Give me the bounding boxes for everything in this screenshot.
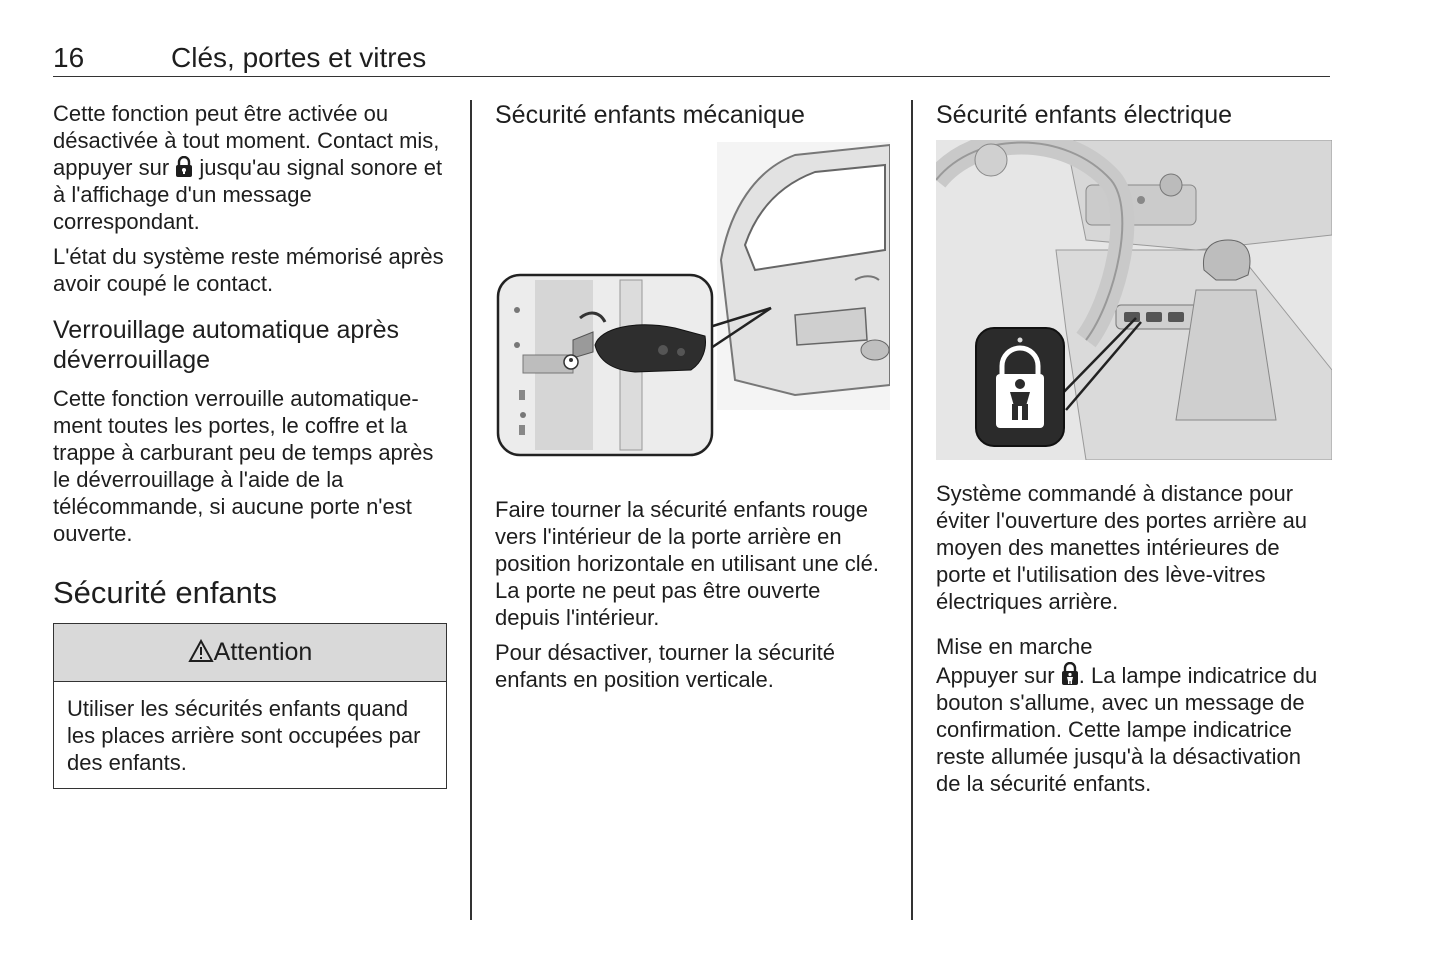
door-child-lock-illustration bbox=[495, 140, 890, 470]
paragraph-electric-1: Système commandé à distance pour éviter l'ouverture des portes arrière au moyen des manettes intérieures de porte et l'utilisation des lève-vitres électriques arrière. bbox=[936, 481, 1308, 614]
child-lock-badge bbox=[976, 328, 1064, 446]
column-divider bbox=[470, 100, 472, 920]
paragraph-electric-2: Appuyer sur . La lampe indicatrice du bouton s'allume, avec un message de confirmation. Cette lampe indicatrice reste allumée jusqu'à la désactivation de la sécurité enfants. bbox=[936, 663, 1318, 796]
warning-triangle-icon bbox=[188, 639, 214, 663]
heading-activation: Mise en marche bbox=[936, 634, 1093, 659]
column-middle bbox=[495, 100, 890, 701]
page-header bbox=[53, 40, 1330, 77]
heading-mechanical: Sécurité enfants mécanique bbox=[495, 101, 805, 129]
warning-body: Utiliser les sécurités enfants quand les places arrière sont occupées par des enfants. bbox=[67, 696, 421, 775]
child-lock-icon bbox=[1061, 662, 1079, 686]
heading-child-safety: Sécurité enfants bbox=[53, 575, 278, 610]
paragraph-mechanical-2: Pour désactiver, tourner la sécurité enfants en position verticale. bbox=[495, 640, 835, 692]
heading-electric: Sécurité enfants électrique bbox=[936, 101, 1233, 129]
column-right bbox=[936, 100, 1331, 805]
warning-header bbox=[54, 624, 446, 682]
paragraph-auto-lock: Cette fonction verrouille automatiquement toutes les portes, le coffre et la trappe à carburant peu de temps après le déverrouillage à l'aide de la télécommande, si aucune porte n'est ouverte. bbox=[53, 386, 434, 546]
lock-icon bbox=[175, 156, 193, 178]
heading-auto-lock: Verrouillage automatique après déverrouillage bbox=[53, 316, 400, 374]
column-divider bbox=[911, 100, 913, 920]
dashboard-child-lock-illustration bbox=[936, 140, 1332, 460]
warning-title: Attention bbox=[213, 638, 313, 666]
paragraph-mechanical-1: Faire tourner la sécurité enfants rouge vers l'intérieur de la porte arrière en position horizontale en utilisant une clé. La porte ne peut pas être ouverte depuis l'intérieur. bbox=[495, 497, 880, 630]
column-left bbox=[53, 100, 448, 789]
warning-box bbox=[53, 623, 447, 789]
page-number: 16 bbox=[53, 42, 85, 73]
chapter-title: Clés, portes et vitres bbox=[171, 42, 427, 73]
paragraph-memorized: L'état du système reste mémorisé après avoir coupé le contact. bbox=[53, 244, 444, 296]
paragraph-activation: Cette fonction peut être activée ou désactivée à tout moment. Contact mis, appuyer sur jusqu'au signal sonore et à l'affichage d'un message correspondant. bbox=[53, 101, 443, 234]
